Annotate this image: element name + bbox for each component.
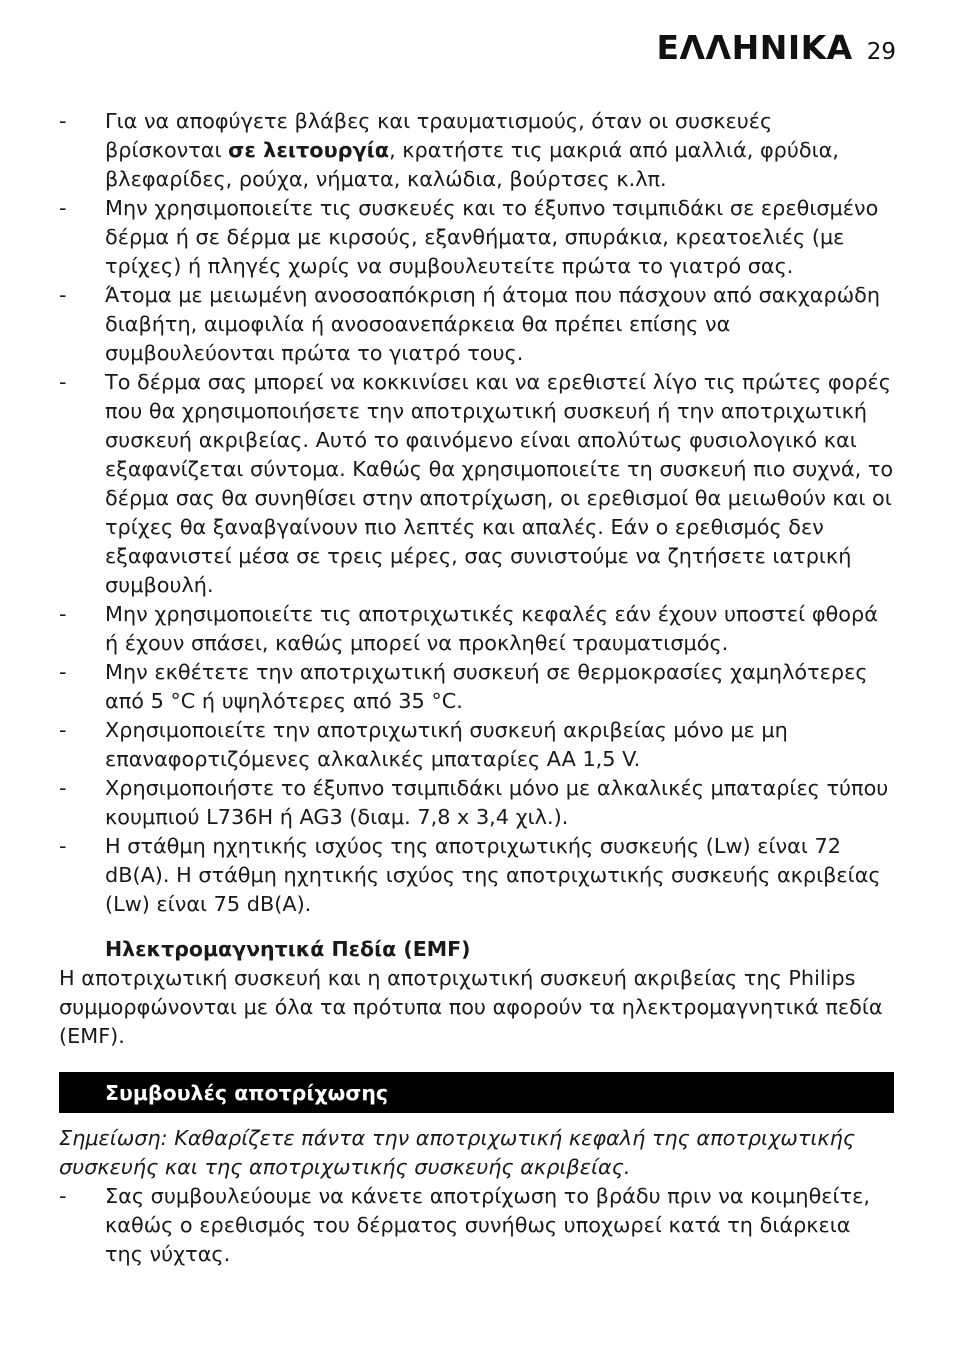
bullet-dash: -	[59, 1184, 67, 1208]
emphasis-text: σε λειτουργία	[228, 138, 390, 162]
bullet-dash: -	[59, 283, 67, 307]
list-item	[59, 107, 895, 194]
section-header-bar	[59, 1072, 894, 1113]
bullet-dash: -	[59, 370, 67, 394]
section-title: Συμβουλές αποτρίχωσης	[105, 1080, 389, 1105]
list-item-text: Μην εκθέτετε την αποτριχωτική συσκευή σε θερμοκρασίες χαμηλότερες από 5 °C ή υψηλότερες από 35 °C.	[105, 660, 868, 713]
list-item	[59, 194, 895, 281]
list-item-text: Για να αποφύγετε βλάβες και τραυματισμούς, όταν οι συσκευές βρίσκονται	[105, 109, 773, 162]
page-header	[656, 28, 896, 67]
bullet-dash: -	[59, 776, 67, 800]
list-item	[59, 600, 895, 658]
list-item	[59, 1182, 895, 1269]
list-item	[59, 716, 895, 774]
emf-paragraph: Η αποτριχωτική συσκευή και η αποτριχωτική συσκευή ακριβείας της Philips συμμορφώνονται με όλα τα πρότυπα που αφορούν τα ηλεκτρομαγνητικά πεδία (EMF).	[59, 966, 883, 1048]
bullet-dash: -	[59, 718, 67, 742]
list-item-text: Μην χρησιμοποιείτε τις αποτριχωτικές κεφαλές εάν έχουν υποστεί φθορά ή έχουν σπάσει, καθώς μπορεί να προκληθεί τραυματισμός.	[105, 602, 878, 655]
list-item-text: Σας συμβουλεύουμε να κάνετε αποτρίχωση το βράδυ πριν να κοιμηθείτε, καθώς ο ερεθισμός του δέρματος συνήθως υποχωρεί κατά τη διάρκεια της νύχτας.	[105, 1184, 870, 1266]
warning-list	[59, 107, 895, 919]
bullet-dash: -	[59, 109, 67, 133]
list-item	[59, 774, 895, 832]
list-item	[59, 832, 895, 919]
list-item	[59, 281, 895, 368]
bullet-dash: -	[59, 660, 67, 684]
note-paragraph	[59, 1124, 895, 1182]
page-number: 29	[866, 39, 896, 65]
list-item-text: Η στάθμη ηχητικής ισχύος της αποτριχωτικής συσκευής (Lw) είναι 72 dB(A). Η στάθμη ηχητικής ισχύος της αποτριχωτικής συσκευής ακριβείας (Lw) είναι 75 dB(A).	[105, 834, 881, 916]
tips-list	[59, 1182, 895, 1269]
list-item	[59, 658, 895, 716]
list-item-text: Μην χρησιμοποιείτε τις συσκευές και το έξυπνο τσιμπιδάκι σε ερεθισμένο δέρμα ή σε δέρμα με κιρσούς, εξανθήματα, σπυράκια, κρεατοελιές (με τρίχες) ή πληγές χωρίς να συμβουλευτείτε πρώτα το γιατρό σας.	[105, 196, 879, 278]
emf-subheading: Ηλεκτρομαγνητικά Πεδία (EMF)	[105, 937, 471, 961]
language-heading: ΕΛΛΗΝΙΚΑ	[656, 28, 853, 67]
bullet-dash: -	[59, 602, 67, 626]
list-item-text: Το δέρμα σας μπορεί να κοκκινίσει και να ερεθιστεί λίγο τις πρώτες φορές που θα χρησιμοποιήσετε την αποτριχωτική συσκευή ή την αποτριχωτική συσκευή ακριβείας. Αυτό το φαινόμενο είναι απολύτως φυσιολογικό και εξαφανίζεται σύντομα. Καθώς θα χρησιμοποιείτε τη συσκευή πιο συχνά, το δέρμα σας θα συνηθίσει στην αποτρίχωση, οι ερεθισμοί θα μειωθούν και οι τρίχες θα ξαναβγαίνουν πιο λεπτές και απαλές. Εάν ο ερεθισμός δεν εξαφανιστεί μέσα σε τρεις μέρες, σας συνιστούμε να ζητήσετε ιατρική συμβουλή.	[105, 370, 894, 597]
page-content	[59, 107, 895, 1269]
list-item-text: Χρησιμοποιείτε την αποτριχωτική συσκευή ακριβείας μόνο με μη επαναφορτιζόμενες αλκαλικές μπαταρίες AA 1,5 V.	[105, 718, 788, 771]
list-item-text: Άτομα με μειωμένη ανοσοαπόκριση ή άτομα που πάσχουν από σακχαρώδη διαβήτη, αιμοφιλία ή ανοσοανεπάρκεια θα πρέπει επίσης να συμβουλεύονται πρώτα το γιατρό τους.	[105, 283, 881, 365]
list-item	[59, 368, 895, 600]
bullet-dash: -	[59, 196, 67, 220]
bullet-dash: -	[59, 834, 67, 858]
note-label: Σημείωση:	[59, 1126, 168, 1150]
note-text: Καθαρίζετε πάντα την αποτριχωτική κεφαλή της αποτριχωτικής συσκευής και της αποτριχωτικής συσκευής ακριβείας.	[59, 1126, 856, 1179]
list-item-text: , κρατήστε τις μακριά από μαλλιά, φρύδια, βλεφαρίδες, ρούχα, νήματα, καλώδια, βούρτσες κ.λπ.	[105, 138, 839, 191]
list-item-text: Χρησιμοποιήστε το έξυπνο τσιμπιδάκι μόνο με αλκαλικές μπαταρίες τύπου κουμπιού L736H ή AG3 (διαμ. 7,8 x 3,4 χιλ.).	[105, 776, 889, 829]
